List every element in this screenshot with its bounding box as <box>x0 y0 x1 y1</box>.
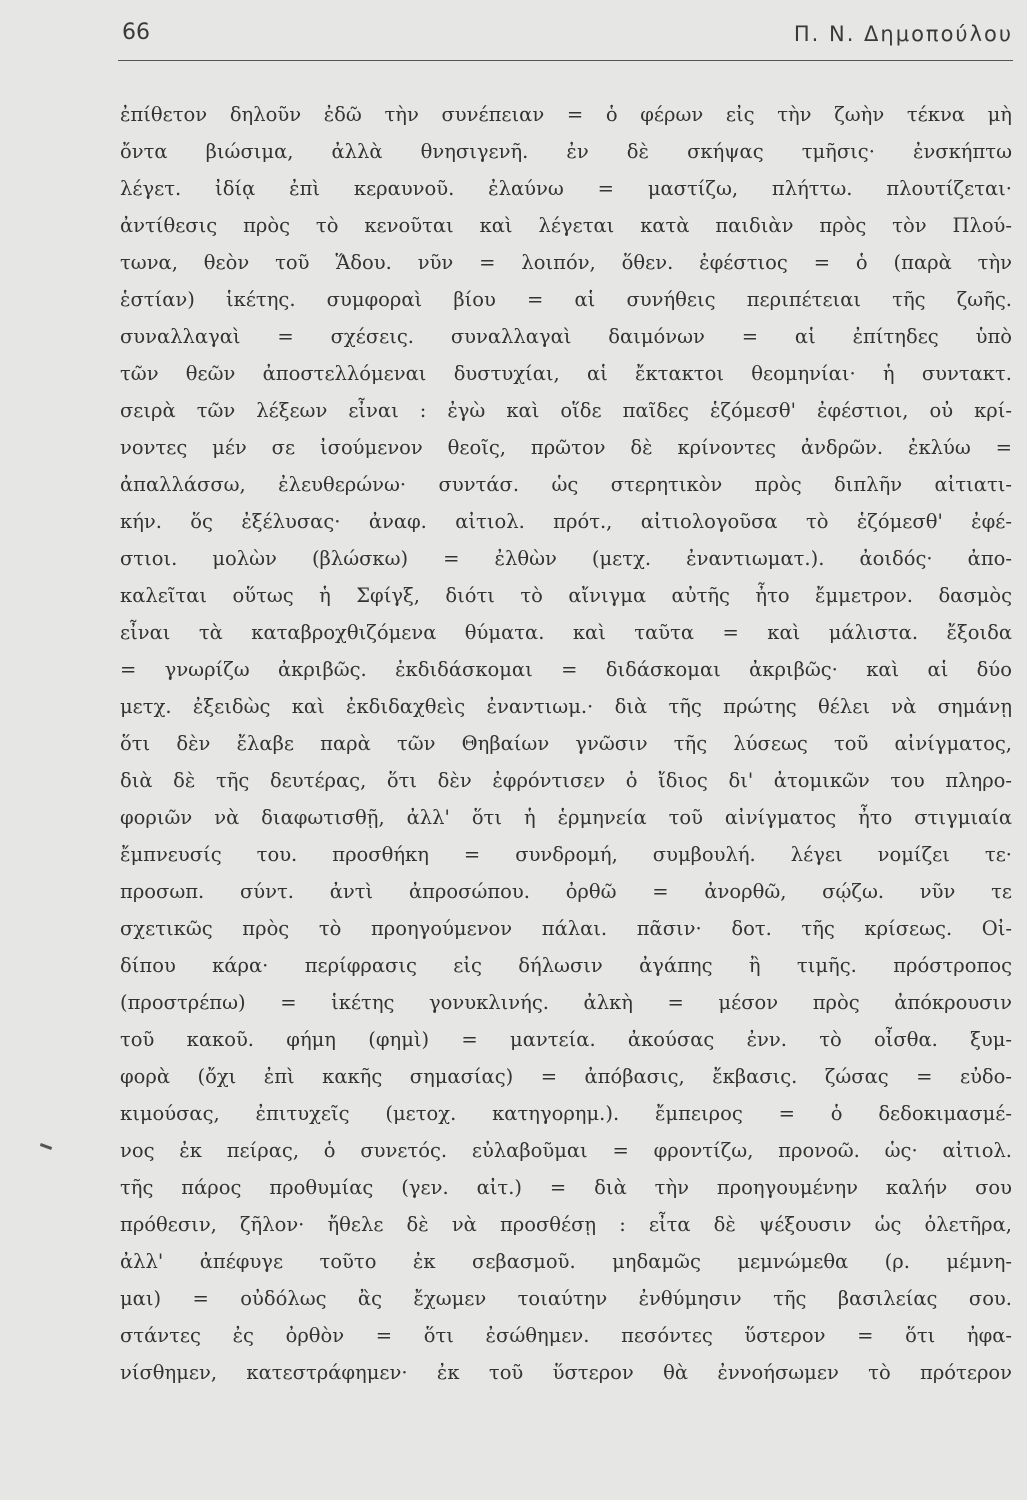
text-line: διὰ δὲ τῆς δευτέρας, ὅτι δὲν ἐφρόντισεν ὁ ἴδιος δι' ἀτομικῶν του πληρο- <box>120 769 1012 792</box>
text-line: νος ἐκ πείρας, ὁ συνετός. εὐλαβοῦμαι = φροντίζω, προνοῶ. ὡς· αἰτιολ. <box>120 1139 1012 1162</box>
text-line: εἶναι τὰ καταβροχθιζόμενα θύματα. καὶ ταῦτα = καὶ μάλιστα. ἔξοιδα <box>120 621 1012 644</box>
text-line: μετχ. ἐξειδὼς καὶ ἐκδιδαχθεὶς ἐναντιωμ.· διὰ τῆς πρώτης θέλει νὰ σημάνῃ <box>120 695 1012 718</box>
margin-mark <box>40 1143 52 1150</box>
text-line: νοντες μέν σε ἰσούμενον θεοῖς, πρῶτον δὲ κρίνοντες ἀνδρῶν. ἐκλύω = <box>120 436 1012 459</box>
running-head: Π. Ν. Δημοπούλου <box>793 22 1013 46</box>
text-line: ἀλλ' ἀπέφυγε τοῦτο ἐκ σεβασμοῦ. μηδαμῶς μεμνώμεθα (ρ. μέμνη- <box>120 1250 1012 1273</box>
text-line: ὅτι δὲν ἔλαβε παρὰ τῶν Θηβαίων γνῶσιν τῆς λύσεως τοῦ αἰνίγματος, <box>120 732 1012 755</box>
text-line: σχετικῶς πρὸς τὸ προηγούμενον πάλαι. πᾶσιν· δοτ. τῆς κρίσεως. Οἰ- <box>120 917 1012 940</box>
page-header <box>118 14 1013 61</box>
text-line: (προστρέπω) = ἱκέτης γονυκλινής. ἀλκὴ = μέσον πρὸς ἀπόκρουσιν <box>120 991 1012 1014</box>
text-line: δίπου κάρα· περίφρασις εἰς δήλωσιν ἀγάπης ἢ τιμῆς. πρόστροπος <box>120 954 1012 977</box>
text-line: = γνωρίζω ἀκριβῶς. ἐκδιδάσκομαι = διδάσκομαι ἀκριβῶς· καὶ αἱ δύο <box>120 658 1012 681</box>
text-line: ἀπαλλάσσω, ἐλευθερώνω· συντάσ. ὡς στερητικὸν πρὸς διπλῆν αἰτιατι- <box>120 473 1012 496</box>
text-line: σειρὰ τῶν λέξεων εἶναι : ἐγὼ καὶ οἵδε παῖδες ἑζόμεσθ' ἐφέστιοι, οὐ κρί- <box>120 399 1012 422</box>
text-line: κιμούσας, ἐπιτυχεῖς (μετοχ. κατηγορημ.). ἔμπειρος = ὁ δεδοκιμασμέ- <box>120 1102 1012 1125</box>
text-line: ἀντίθεσις πρὸς τὸ κενοῦται καὶ λέγεται κατὰ παιδιὰν πρὸς τὸν Πλού- <box>120 214 1012 237</box>
text-line: νίσθημεν, κατεστράφημεν· ἐκ τοῦ ὕστερον θὰ ἐννοήσωμεν τὸ πρότερον <box>120 1361 1012 1384</box>
text-line: στάντες ἐς ὀρθὸν = ὅτι ἐσώθημεν. πεσόντες ὕστερον = ὅτι ἠφα- <box>120 1324 1012 1347</box>
text-line: συναλλαγαὶ = σχέσεις. συναλλαγαὶ δαιμόνων = αἱ ἐπίτηδες ὑπὸ <box>120 325 1012 348</box>
text-line: λέγετ. ἰδίᾳ ἐπὶ κεραυνοῦ. ἐλαύνω = μαστίζω, πλήττω. πλουτίζεται· <box>120 177 1012 200</box>
text-line: φοριῶν νὰ διαφωτισθῇ, ἀλλ' ὅτι ἡ ἑρμηνεία τοῦ αἰνίγματος ἦτο στιγμιαία <box>120 806 1012 829</box>
text-line: πρόθεσιν, ζῆλον· ἤθελε δὲ νὰ προσθέσῃ : εἶτα δὲ ψέξουσιν ὡς ὀλετῆρα, <box>120 1213 1012 1236</box>
text-line: ἐπίθετον δηλοῦν ἐδῶ τὴν συνέπειαν = ὁ φέρων εἰς τὴν ζωὴν τέκνα μὴ <box>120 103 1012 126</box>
text-line: κήν. ὅς ἐξέλυσας· ἀναφ. αἰτιολ. πρότ., αἰτιολογοῦσα τὸ ἑζόμεσθ' ἐφέ- <box>120 510 1012 533</box>
text-line: ἔμπνευσίς του. προσθήκη = συνδρομή, συμβουλή. λέγει νομίζει τε· <box>120 843 1012 866</box>
page-number: 66 <box>122 20 150 45</box>
text-line: τωνα, θεὸν τοῦ Ἅδου. νῦν = λοιπόν, ὅθεν. ἐφέστιος = ὁ (παρὰ τὴν <box>120 251 1012 274</box>
text-line: μαι) = οὐδόλως ἂς ἔχωμεν τοιαύτην ἐνθύμησιν τῆς βασιλείας σου. <box>120 1287 1012 1310</box>
text-line: προσωπ. σύντ. ἀντὶ ἀπροσώπου. ὀρθῶ = ἀνορθῶ, σῴζω. νῦν τε <box>120 880 1012 903</box>
body-text <box>120 96 1012 1391</box>
text-line: τῶν θεῶν ἀποστελλόμεναι δυστυχίαι, αἱ ἔκτακτοι θεομηνίαι· ἡ συντακτ. <box>120 362 1012 385</box>
text-line: στιοι. μολὼν (βλώσκω) = ἐλθὼν (μετχ. ἐναντιωματ.). ἀοιδός· ἀπο- <box>120 547 1012 570</box>
text-line: φορὰ (ὄχι ἐπὶ κακῆς σημασίας) = ἀπόβασις, ἔκβασις. ζώσας = εὐδο- <box>120 1065 1012 1088</box>
text-line: ἑστίαν) ἱκέτης. συμφοραὶ βίου = αἱ συνήθεις περιπέτειαι τῆς ζωῆς. <box>120 288 1012 311</box>
text-line: ὄντα βιώσιμα, ἀλλὰ θνησιγενῆ. ἐν δὲ σκήψας τμῆσις· ἐνσκήπτω <box>120 140 1012 163</box>
text-line: τοῦ κακοῦ. φήμη (φημὶ) = μαντεία. ἀκούσας ἐνν. τὸ οἶσθα. ξυμ- <box>120 1028 1012 1051</box>
text-line: τῆς πάρος προθυμίας (γεν. αἰτ.) = διὰ τὴν προηγουμένην καλήν σου <box>120 1176 1012 1199</box>
text-line: καλεῖται οὕτως ἡ Σφίγξ, διότι τὸ αἴνιγμα αὐτῆς ἦτο ἔμμετρον. δασμὸς <box>120 584 1012 607</box>
